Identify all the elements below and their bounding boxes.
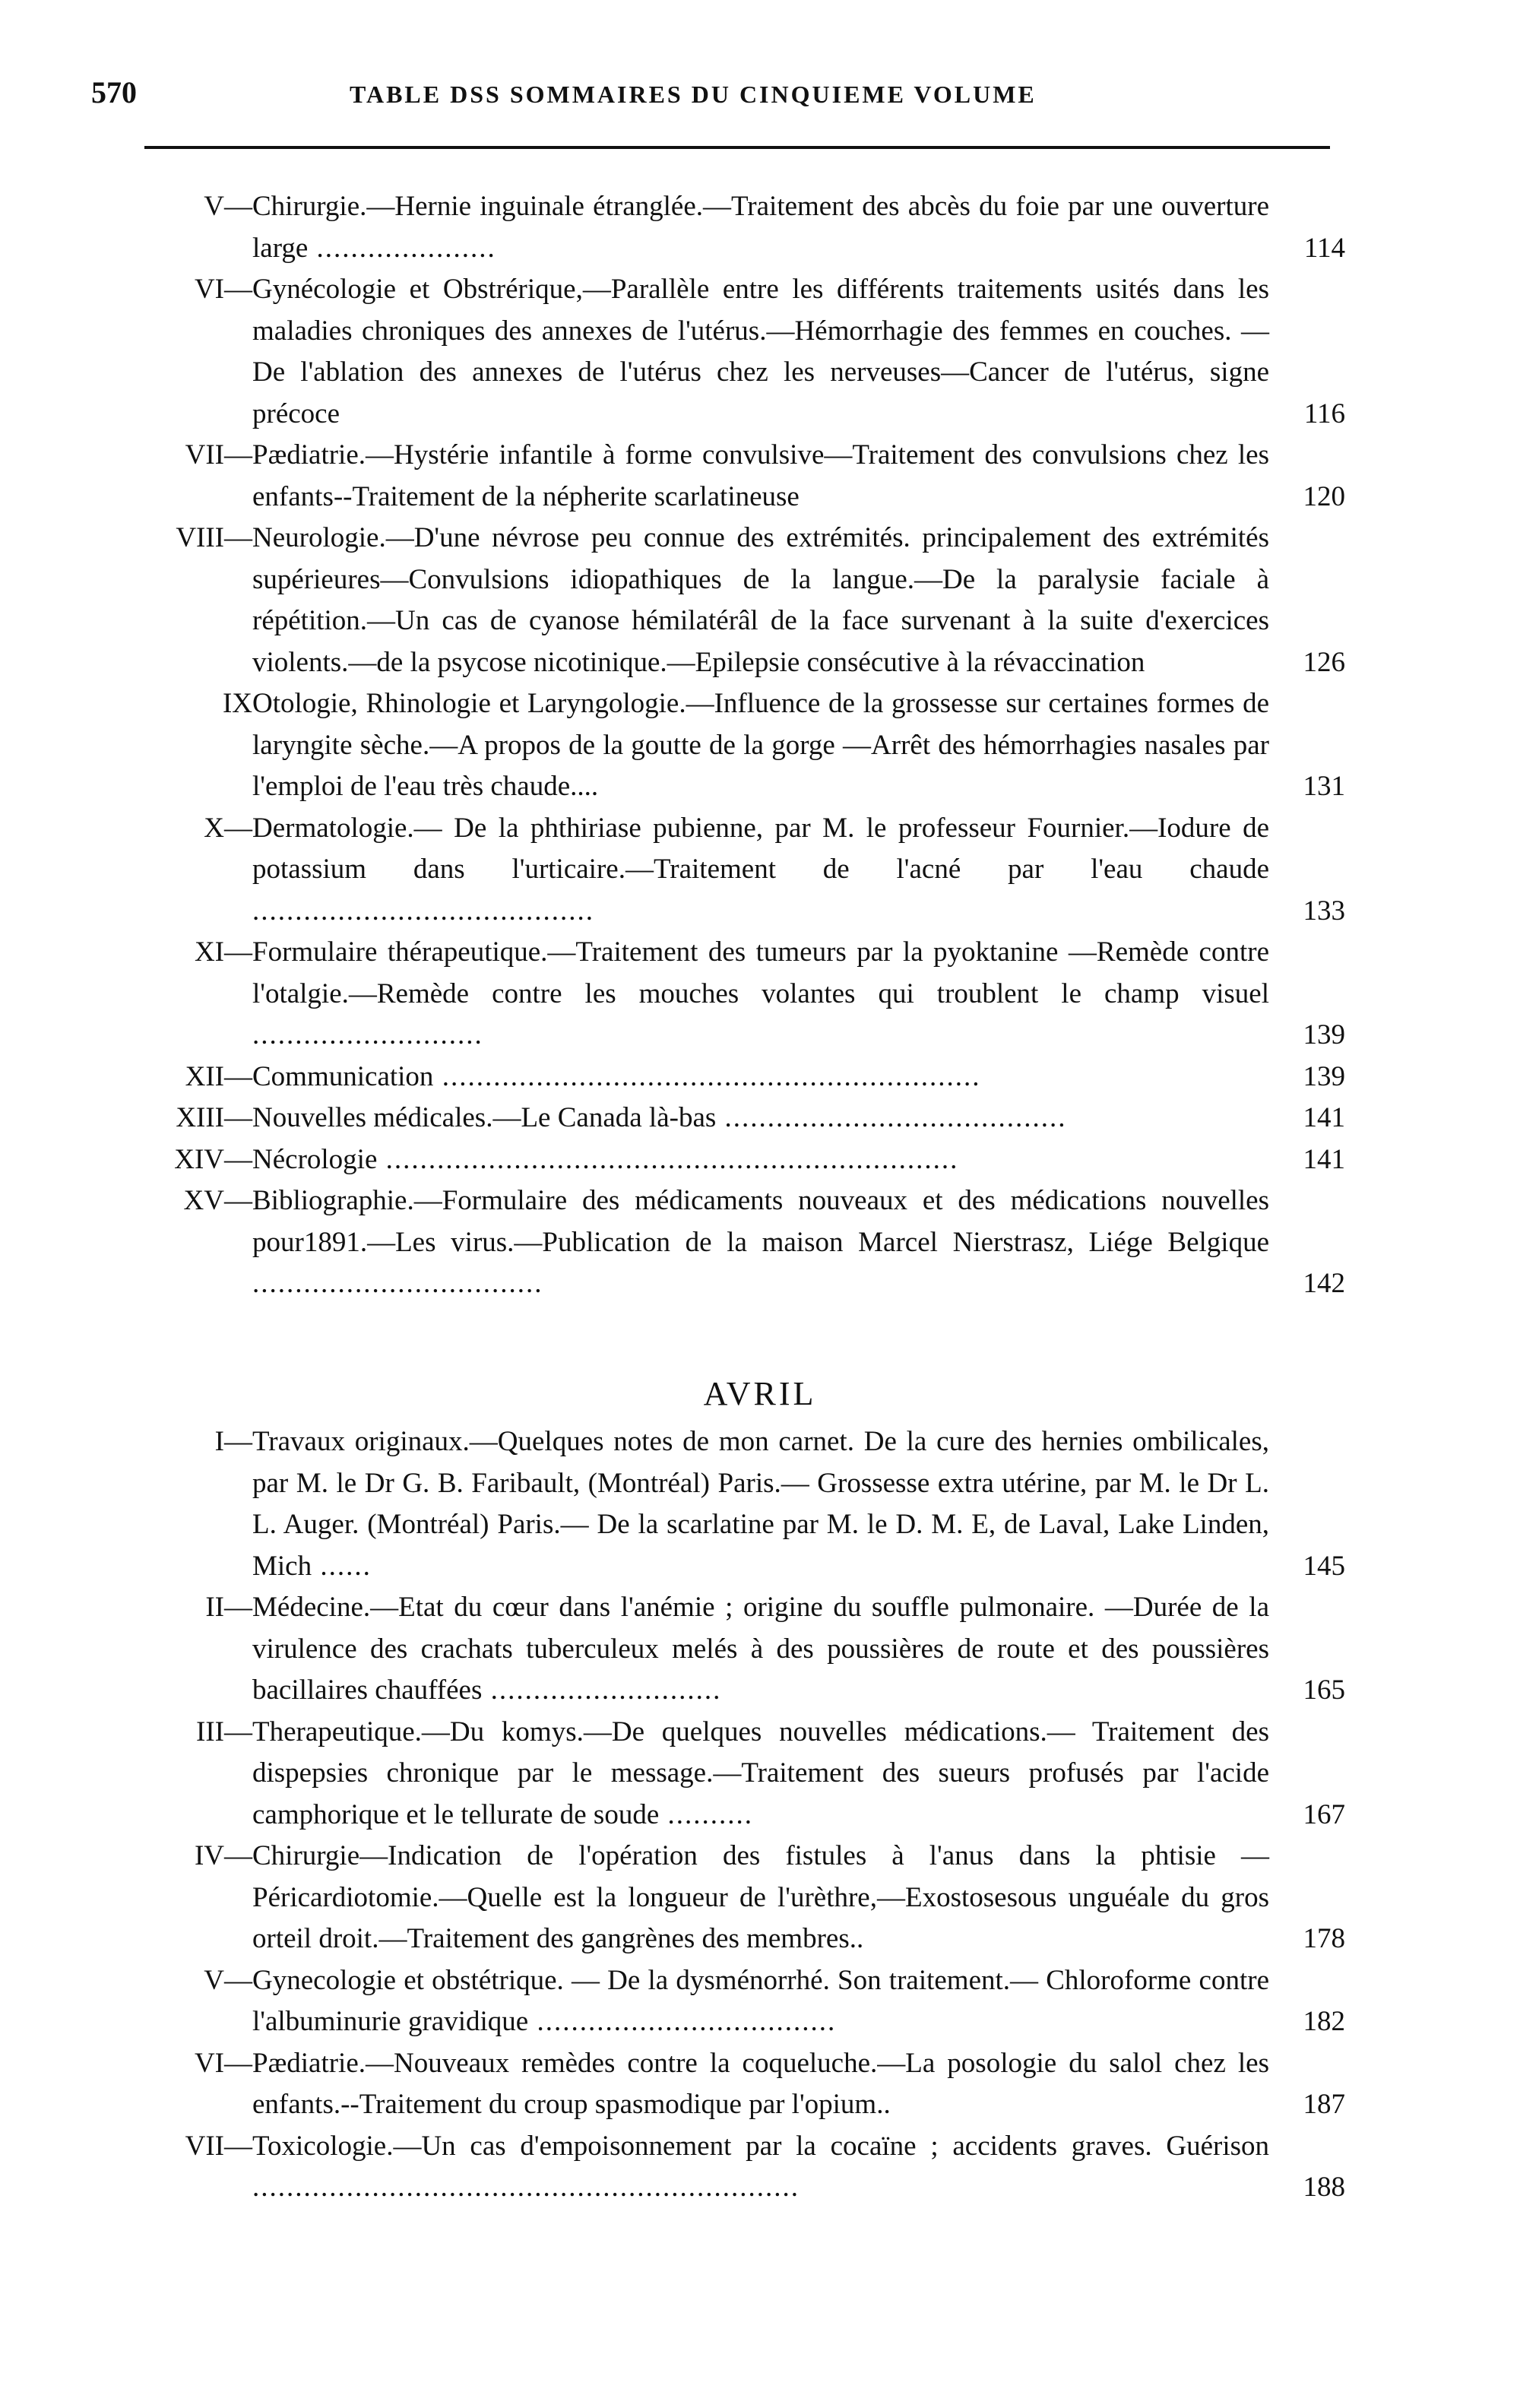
- section-title: AVRIL: [703, 1375, 817, 1412]
- entry-page: 142: [1303, 1268, 1345, 1299]
- page-header: [91, 74, 1338, 120]
- toc-entry: [144, 518, 1345, 683]
- entry-numeral: XIV—: [174, 1143, 252, 1175]
- entry-text: Pædiatrie.—Nouveaux remèdes contre la coqueluche.—La posologie du salol chez les enfants.--Traitement du croup spasmodique par l'opium..: [252, 2047, 1269, 2120]
- entry-page: 133: [1303, 895, 1345, 927]
- entry-text: Nécrologie: [252, 1143, 378, 1175]
- toc-entry: [144, 435, 1345, 518]
- toc-entry: XIII— Nouvelles médicales.—Le Canada là-bas ........................................ 141: [144, 1098, 1345, 1139]
- entry-text: Otologie, Rhinologie et Laryngologie.—Influence de la grossesse sur certaines formes de laryngite sèche.—A propos de la goutte de la gorge —Arrêt des hémorrhagies nasales par l'emploi de l'eau très chaude....: [252, 688, 1269, 802]
- entry-page: 178: [1303, 1923, 1345, 1954]
- entry-text: Pædiatrie.—Hystérie infantile à forme convulsive—Traitement des convulsions chez les enfants--Traitement de la népherite scarlatineuse: [252, 439, 1269, 512]
- entry-page: 187: [1303, 2089, 1345, 2120]
- entry-numeral: VI—: [194, 274, 252, 305]
- entry-numeral: IV—: [194, 1840, 252, 1871]
- entry-numeral: VII—: [185, 2130, 252, 2162]
- entry-text: Travaux originaux.—Quelques notes de mon carnet. De la cure des hernies ombilicales, par M. le Dr G. B. Faribault, (Montréal) Paris.— Grossesse extra utérine, par M. le Dr L. L. Auger. (Montréal) Paris.— De la scarlatine par M. le D. M. E, de Laval, Lake Linden, Mich: [252, 1426, 1269, 1582]
- entry-page: 126: [1303, 646, 1345, 678]
- entry-page: 116: [1303, 398, 1345, 429]
- entry-numeral: I—: [214, 1426, 252, 1457]
- entry-text: Therapeutique.—Du komys.—De quelques nouvelles médications.— Traitement des dispepsies chronique par le message.—Traitement des sueurs profusés par l'acide camphorique et le tellurate de soude: [252, 1716, 1269, 1830]
- entry-numeral: XII—: [185, 1060, 252, 1092]
- entry-page: 114: [1303, 232, 1345, 264]
- entry-numeral: IX: [222, 688, 252, 719]
- toc-entry: [144, 269, 1345, 435]
- entry-page: 139: [1303, 1060, 1345, 1092]
- entry-numeral: V—: [204, 1964, 252, 1996]
- entry-numeral: V—: [204, 191, 252, 222]
- toc-section-2: [144, 1421, 1345, 2209]
- toc-entry: XII— Communication ............................................................... 139: [144, 1057, 1345, 1098]
- toc-entry: [144, 2043, 1345, 2126]
- entry-page: 131: [1303, 771, 1345, 802]
- entry-text: Neurologie.—D'une névrose peu connue des extrémités. principalement des extrémités supérieures—Convulsions idiopathiques de la langue.—De la paralysie faciale à répétition.—Un cas de cyanose hémilatérâl de la face survenant à la suite d'exercices violents.—de la psycose nicotinique.—Epilepsie consécutive à la révaccination: [252, 522, 1269, 678]
- entry-text: Bibliographie.—Formulaire des médicaments nouveaux et des médications nouvelles pour1891.—Les virus.—Publication de la maison Marcel Nierstrasz, Liége Belgique: [252, 1185, 1269, 1258]
- entry-numeral: XV—: [183, 1185, 252, 1216]
- toc-entry: [144, 1836, 1345, 1960]
- toc-entry: XV— Bibliographie.—Formulaire des médicaments nouveaux et des médications nouvelles pour1891.—Les virus.—Publication de la maison Marcel Nierstrasz, Liége Belgique .................................. 142: [144, 1180, 1345, 1305]
- entry-text: Toxicologie.—Un cas d'empoisonnement par la cocaïne ; accidents graves. Guérison: [252, 2130, 1269, 2162]
- entry-page: 167: [1303, 1798, 1345, 1830]
- entry-text: Chirurgie.—Hernie inguinale étranglée.—Traitement des abcès du foie par une ouverture large: [252, 191, 1269, 264]
- toc-entry: [144, 683, 1345, 808]
- entry-page: 188: [1303, 2172, 1345, 2203]
- entry-text: Médecine.—Etat du cœur dans l'anémie ; origine du souffle pulmonaire. —Durée de la virulence des crachats tuberculeux melés à des poussières de route et des poussières bacillaires chauffées: [252, 1592, 1269, 1706]
- toc-entry: X— Dermatologie.— De la phthiriase pubienne, par M. le professeur Fournier.—Iodure de potassium dans l'urticaire.—Traitement de l'acné par l'eau chaude ........................................ 133: [144, 808, 1345, 933]
- toc-entry: V— Chirurgie.—Hernie inguinale étranglée.—Traitement des abcès du foie par une ouverture large ..................... 114: [144, 186, 1345, 269]
- toc-entry: III— Therapeutique.—Du komys.—De quelques nouvelles médications.— Traitement des dispepsies chronique par le message.—Traitement des sueurs profusés par l'acide camphorique et le tellurate de soude .......... 167: [144, 1712, 1345, 1836]
- entry-text: Dermatologie.— De la phthiriase pubienne, par M. le professeur Fournier.—Iodure de potassium dans l'urticaire.—Traitement de l'acné par l'eau chaude: [252, 812, 1269, 885]
- entry-numeral: VI—: [194, 2047, 252, 2079]
- entry-text: Gynécologie et Obstrérique,—Parallèle entre les différents traitements usités dans les maladies chroniques des annexes de l'utérus.—Hémorrhagie des femmes en couches. — De l'ablation des annexes de l'utérus chez les nerveuses—Cancer de l'utérus, signe précoce: [252, 274, 1269, 429]
- entry-numeral: XIII—: [176, 1102, 252, 1133]
- entry-numeral: X—: [204, 812, 252, 844]
- entry-text: Chirurgie—Indication de l'opération des fistules à l'anus dans la phtisie —Péricardiotomie.—Quelle est la longueur de l'urèthre,—Exostosesous unguéale du gros orteil droit.—Traitement des gangrènes des membres..: [252, 1840, 1269, 1954]
- running-title: TABLE DSS SOMMAIRES DU CINQUIEME VOLUME: [350, 81, 1037, 108]
- entry-text: Gynecologie et obstétrique. — De la dysménorrhé. Son traitement.— Chloroforme contre l'albuminurie gravidique: [252, 1964, 1269, 2037]
- toc-entry: XI— Formulaire thérapeutique.—Traitement des tumeurs par la pyoktanine —Remède contre l'otalgie.—Remède contre les mouches volantes qui troublent le champ visuel ........................... 139: [144, 932, 1345, 1057]
- entry-numeral: VII—: [185, 439, 252, 471]
- entry-numeral: XI—: [194, 936, 252, 968]
- entry-page: 145: [1303, 1550, 1345, 1582]
- entry-numeral: VIII—: [176, 522, 252, 553]
- entry-page: 120: [1303, 480, 1345, 512]
- entry-numeral: III—: [196, 1716, 252, 1747]
- entry-numeral: II—: [205, 1592, 252, 1623]
- page-number: 570: [91, 75, 137, 109]
- toc-section-1: [144, 186, 1345, 1305]
- toc-entry: II— Médecine.—Etat du cœur dans l'anémie ; origine du souffle pulmonaire. —Durée de la virulence des crachats tuberculeux melés à des poussières de route et des poussières bacillaires chauffées ........................... 165: [144, 1587, 1345, 1712]
- entry-page: 139: [1303, 1019, 1345, 1050]
- toc-entry: I— Travaux originaux.—Quelques notes de mon carnet. De la cure des hernies ombilicales, par M. le Dr G. B. Faribault, (Montréal) Paris.— Grossesse extra utérine, par M. le Dr L. L. Auger. (Montréal) Paris.— De la scarlatine par M. le D. M. E, de Laval, Lake Linden, Mich ...... 145: [144, 1421, 1345, 1587]
- toc-entry: V— Gynecologie et obstétrique. — De la dysménorrhé. Son traitement.— Chloroforme contre l'albuminurie gravidique ................................... 182: [144, 1960, 1345, 2043]
- toc-entry: VII— Toxicologie.—Un cas d'empoisonnement par la cocaïne ; accidents graves. Guérison ................................................................ 188: [144, 2126, 1345, 2209]
- entry-text: Communication: [252, 1060, 434, 1092]
- entry-page: 182: [1303, 2006, 1345, 2037]
- entry-page: 165: [1303, 1675, 1345, 1706]
- entry-text: Formulaire thérapeutique.—Traitement des tumeurs par la pyoktanine —Remède contre l'otalgie.—Remède contre les mouches volantes qui troublent le champ visuel: [252, 936, 1269, 1009]
- toc-entry: XIV— Nécrologie ................................................................... 141: [144, 1139, 1345, 1181]
- entry-page: 141: [1303, 1102, 1345, 1133]
- header-rule: [144, 146, 1330, 149]
- entry-page: 141: [1303, 1143, 1345, 1175]
- entry-text: Nouvelles médicales.—Le Canada là-bas: [252, 1102, 717, 1133]
